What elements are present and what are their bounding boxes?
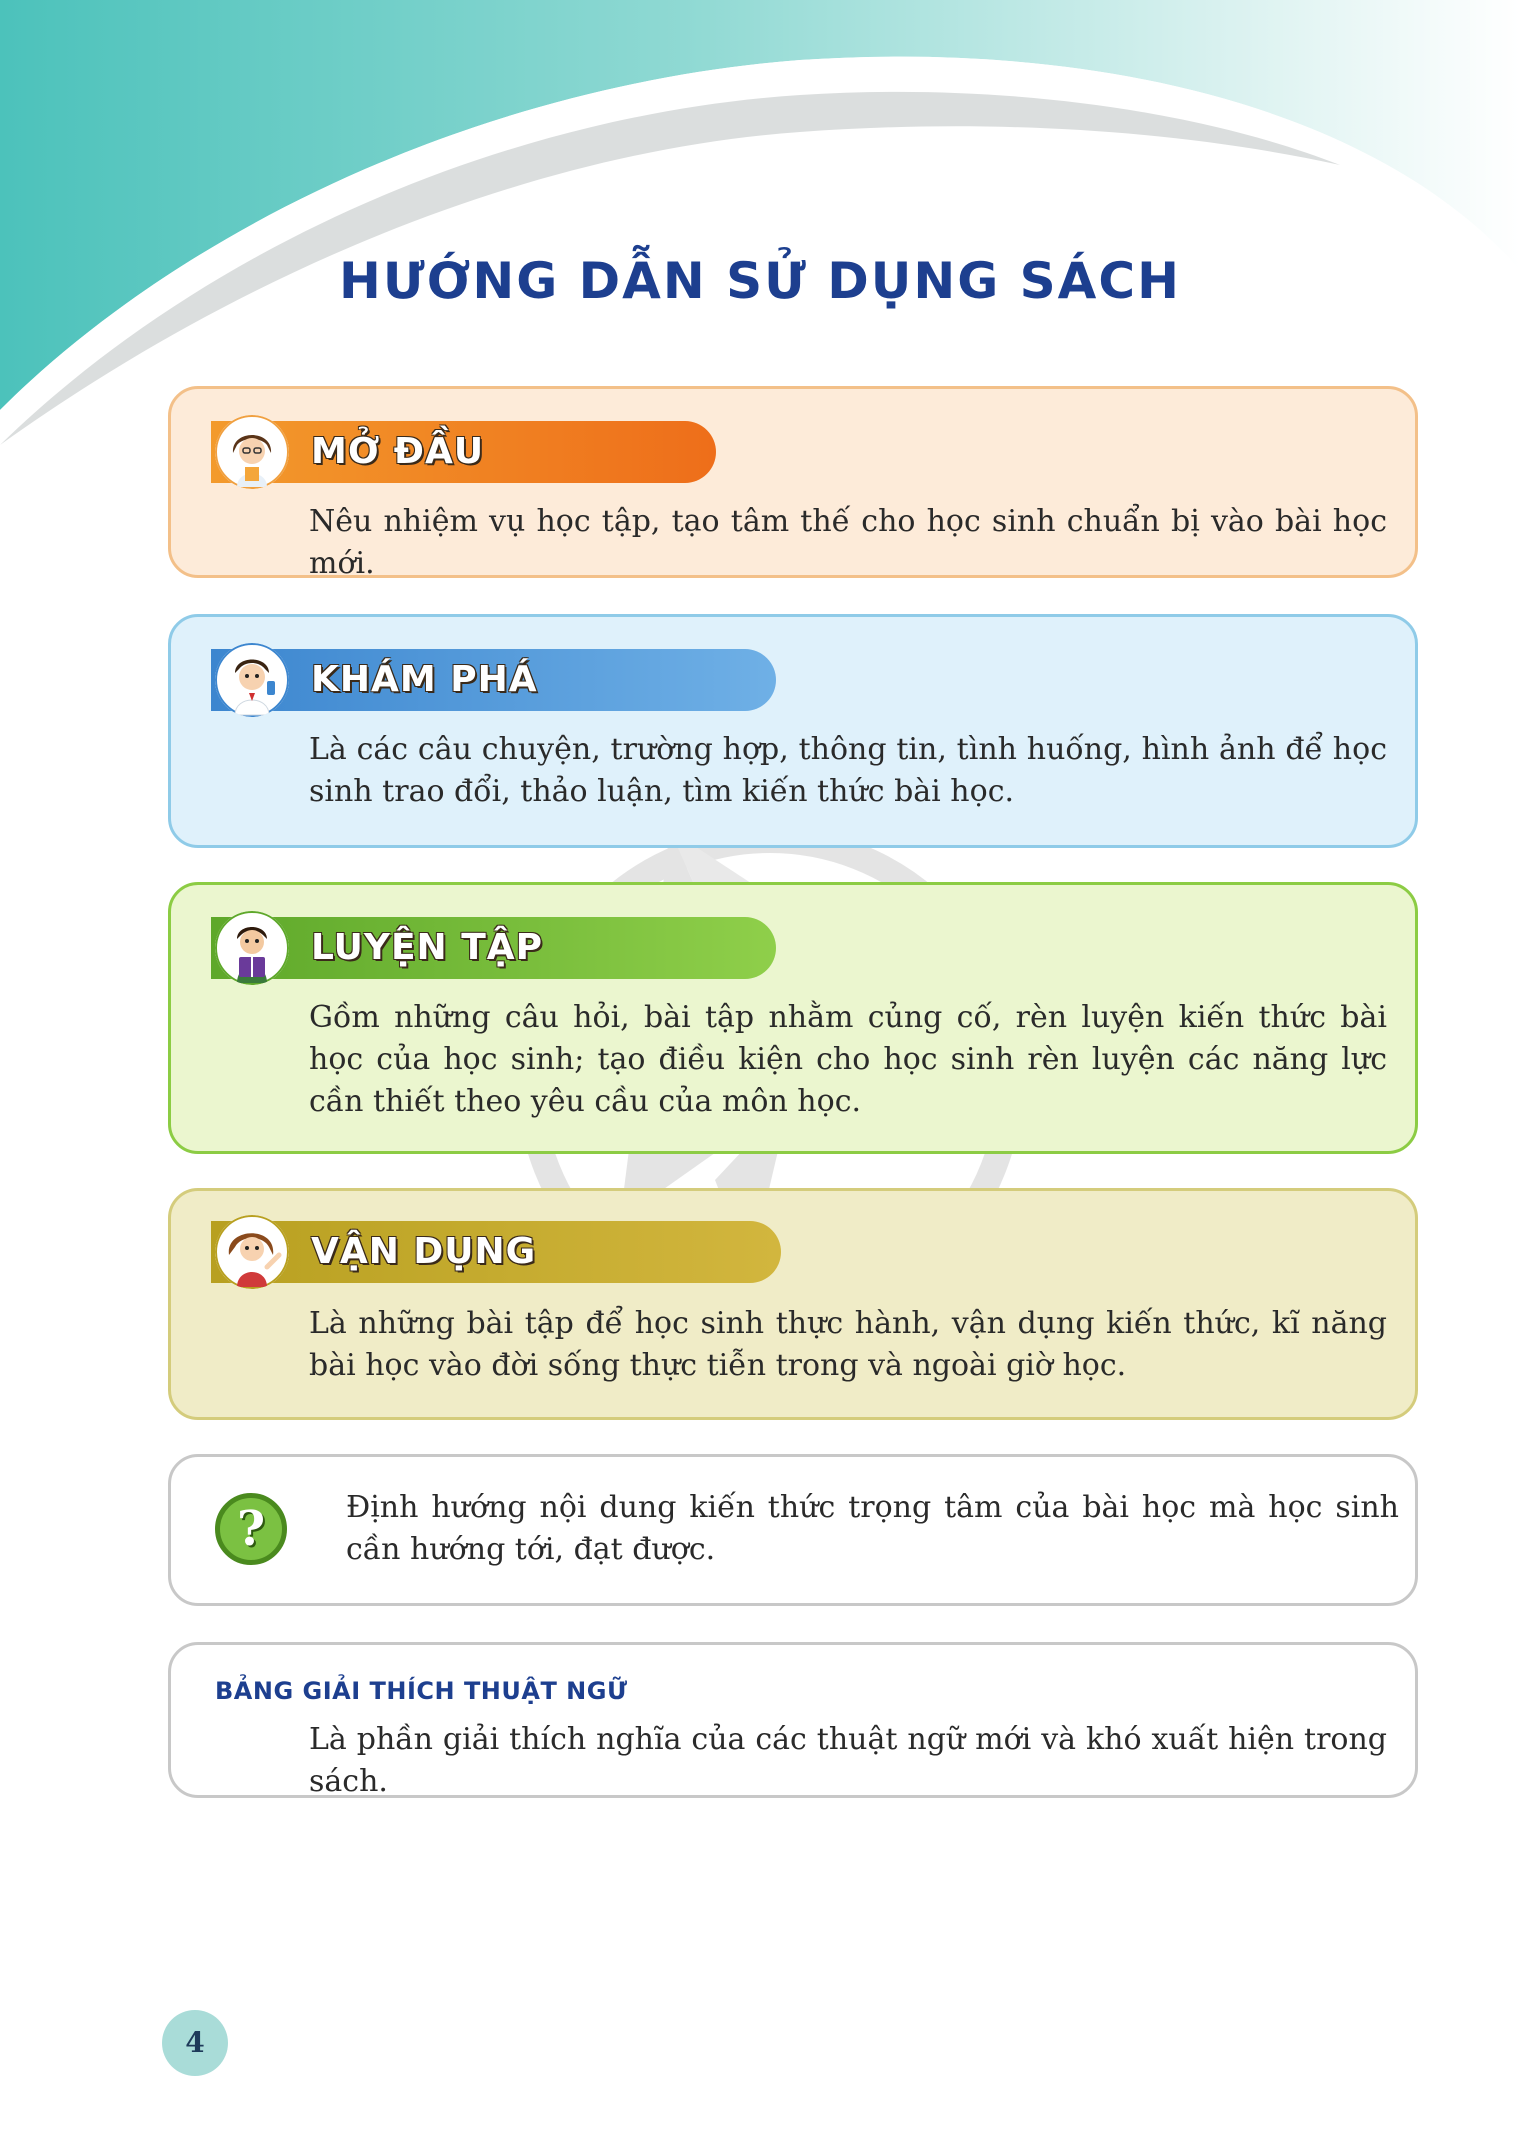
question-mark-symbol: ? — [236, 1501, 266, 1557]
page-number: 4 — [162, 2010, 228, 2076]
section-description: Gồm những câu hỏi, bài tập nhằm củng cố, rèn luyện kiến thức bài học của học sinh; tạo điều kiện cho học sinh rèn luyện các năng lực cần thiết theo yêu cầu của môn học. — [309, 1000, 1387, 1119]
glossary-heading: BẢNG GIẢI THÍCH THUẬT NGỮ — [215, 1677, 628, 1705]
section-label-pill — [211, 917, 776, 979]
section-label: LUYỆN TẬP — [311, 927, 544, 968]
key-knowledge-text: Định hướng nội dung kiến thức trọng tâm của bài học mà học sinh cần hướng tới, đạt được. — [346, 1490, 1399, 1567]
pointing-girl-icon — [215, 1215, 289, 1289]
section-description: Là các câu chuyện, trường hợp, thông tin, tình huống, hình ảnh để học sinh trao đổi, thảo luận, tìm kiến thức bài học. — [309, 732, 1387, 809]
section-card-kham-pha — [168, 614, 1418, 848]
reading-boy-icon — [215, 911, 289, 985]
glossary-box — [168, 1642, 1418, 1798]
section-description: Là những bài tập để học sinh thực hành, vận dụng kiến thức, kĩ năng bài học vào đời sống thực tiễn trong và ngoài giờ học. — [309, 1306, 1387, 1383]
section-card-luyen-tap — [168, 882, 1418, 1154]
question-icon — [215, 1493, 287, 1565]
key-knowledge-box — [168, 1454, 1418, 1606]
section-card-van-dung — [168, 1188, 1418, 1420]
teacher-girl-icon — [215, 415, 289, 489]
section-description: Nêu nhiệm vụ học tập, tạo tâm thế cho học sinh chuẩn bị vào bài học mới. — [309, 504, 1387, 581]
section-label-pill — [211, 649, 776, 711]
scientist-boy-icon — [215, 643, 289, 717]
section-label-pill — [211, 1221, 781, 1283]
page-title: HƯỚNG DẪN SỬ DỤNG SÁCH — [339, 252, 1181, 310]
section-card-mo-dau — [168, 386, 1418, 581]
section-label: VẬN DỤNG — [311, 1231, 537, 1272]
section-label: MỞ ĐẦU — [311, 431, 485, 472]
section-label: KHÁM PHÁ — [311, 659, 538, 700]
glossary-description: Là phần giải thích nghĩa của các thuật ngữ mới và khó xuất hiện trong sách. — [309, 1722, 1387, 1799]
